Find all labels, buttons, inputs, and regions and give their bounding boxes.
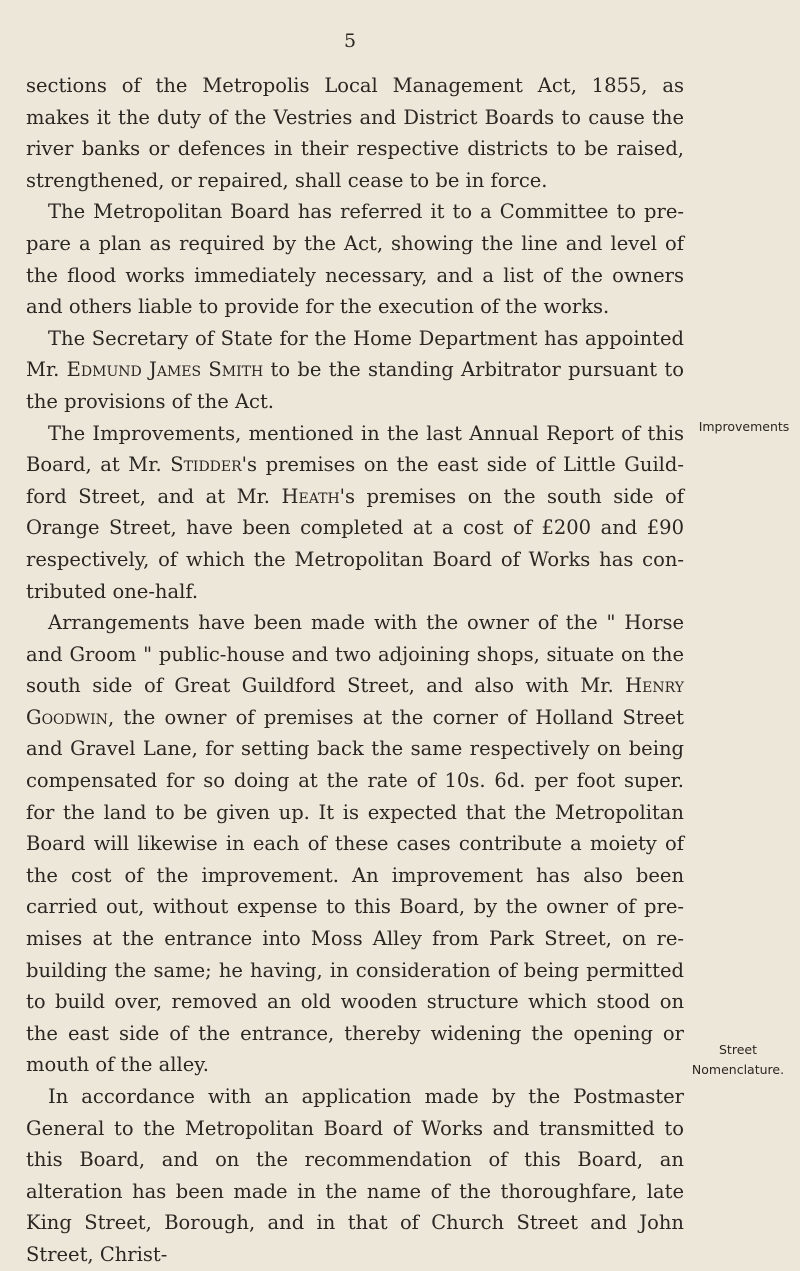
margin-note-improvements: Improvements: [698, 419, 790, 434]
paragraph-1: sections of the Metropolis Local Management Act, 1855, as makes it the duty of the Vestries and District Boards to cause the river banks or defences in their respective districts to be raised, strengthened, or repaired, shall cease to be in force.: [26, 74, 684, 192]
owner-name-goodwin: Henry Goodwin: [26, 674, 684, 729]
paragraph-5-text-b: , the owner of premises at the corner of Holland Street and Gravel Lane, for setting back the same respectively on being compensated for so doing at the rate of 10s. 6d. per foot super. for the land to be given up. It is expected that the Metropolitan Board will likewise in each of these cases contribute a moiety of the cost of the improvement. An improvement has also been carried out, without expense to this Board, by the owner of premises at the entrance into Moss Alley from Park Street, on rebuilding the same; he having, in consideration of being permitted to build over, removed an old wooden structure which stood on the east side of the entrance, thereby widening the opening or mouth of the alley.: [26, 705, 684, 1077]
page-number: 5: [343, 30, 357, 52]
paragraph-4: [26, 418, 684, 608]
paragraph-4-text-b: 's premises on the east side of Little Guildford Street, and at Mr.: [26, 453, 684, 508]
paragraph-6: In accordance with an application made by the Postmaster General to the Metropolitan Board of Works and transmitted to this Board, and on the recommendation of this Board, an alteration has been made in the name of the thoroughfare, late King Street, Borough, and in that of Church Street and John Street, Christ-: [26, 1085, 684, 1266]
margin-note-street-line2: Nomenclature.: [691, 1062, 785, 1077]
paragraph-5: [26, 607, 684, 1081]
paragraph-3: [26, 323, 684, 418]
margin-note-street-line1: Street: [719, 1042, 757, 1057]
paragraph-4-text-c: 's premises on the south side of Orange Street, have been completed at a cost of £200 and £90 respectively, of which the Metropolitan Board of Works has contributed one-half.: [26, 484, 685, 603]
owner-name-heath: Heath: [281, 484, 340, 508]
paragraph-4-text-a: The Improvements, mentioned in the last Annual Report of this Board, at Mr.: [26, 421, 684, 477]
paragraph-3-text-a: The Secretary of State for the Home Department has appointed Mr.: [26, 326, 684, 382]
paragraph-3-text-b: to be the standing Arbitrator pursuant to the provisions of the Act.: [26, 358, 684, 413]
paragraph-5-text-a: Arrangements have been made with the owner of the " Horse and Groom " public-house and two adjoining shops, situate on the south side of Great Guildford Street, and also with Mr.: [26, 611, 684, 698]
margin-note-street-nomenclature: [676, 1040, 800, 1080]
paragraph-2: The Metropolitan Board has referred it to a Committee to prepare a plan as required by the Act, showing the line and level of the flood works immediately necessary, and a list of the owners and others liable to provide for the execution of the works.: [26, 200, 684, 319]
body-text: [26, 70, 684, 1271]
arbitrator-name: Edmund James Smith: [66, 358, 264, 382]
owner-name-stidder: Stidder: [170, 453, 242, 477]
